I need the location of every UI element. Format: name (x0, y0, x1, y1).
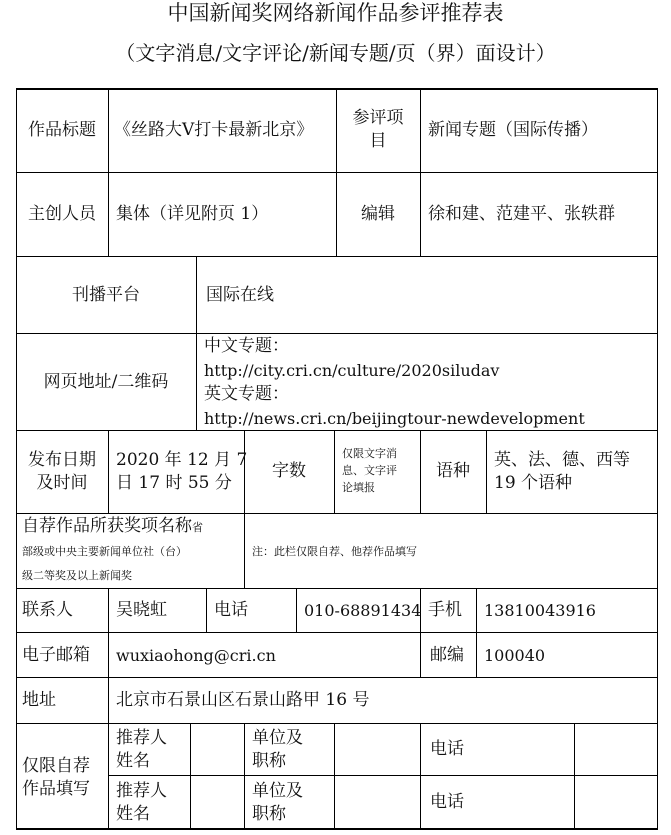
cn-url-label: 中文专题： (204, 336, 289, 356)
table-rule (476, 632, 477, 677)
table-rule (420, 723, 421, 830)
en-url: http://news.cri.cn/beijingtour-newdevelopment (204, 409, 585, 428)
contact-value: 吴晓虹 (116, 600, 167, 620)
table-rule (16, 172, 658, 173)
recommender-phone-label: 电话 (430, 792, 464, 812)
table-rule (16, 333, 658, 334)
email-label: 电子邮箱 (22, 645, 90, 665)
form-title: 中国新闻奖网络新闻作品参评推荐表 (167, 1, 504, 25)
creators-value: 集体（详见附页 1） (116, 204, 269, 224)
cn-url: http://city.cri.cn/culture/2020siludav (204, 361, 500, 380)
table-rule (108, 88, 109, 256)
table-rule (16, 430, 658, 431)
creators-label: 主创人员 (28, 204, 96, 224)
table-rule (108, 723, 109, 830)
phone-value: 010-68891434 (304, 601, 422, 620)
address-label: 地址 (22, 690, 56, 710)
phone-label: 电话 (214, 600, 248, 620)
postcode-label: 邮编 (430, 645, 464, 665)
table-rule (16, 677, 658, 678)
table-rule (108, 632, 109, 677)
table-rule (108, 430, 109, 513)
award-note: 注：此栏仅限自荐、他荐作品填写 (252, 545, 417, 558)
mobile-value: 13810043916 (484, 601, 596, 620)
editors-value: 徐和建、范建平、张轶群 (428, 204, 615, 224)
table-rule (244, 723, 245, 830)
table-rule (334, 723, 335, 830)
postcode-value: 100040 (484, 646, 546, 665)
publish-date: 2020 年 12 月 7 日 17 时 55 分 (116, 450, 248, 493)
unit-label: 单位及 职称 (252, 781, 303, 824)
address-value: 北京市石景山区石景山路甲 16 号 (116, 690, 370, 710)
table-rule (420, 88, 421, 256)
table-rule (334, 430, 335, 513)
category-label: 参评项 目 (352, 108, 404, 151)
table-rule (196, 256, 197, 430)
contact-label: 联系人 (22, 600, 73, 620)
table-rule (16, 828, 658, 830)
table-rule (108, 677, 109, 723)
table-rule (657, 88, 658, 830)
recommender-label: 推荐人 姓名 (116, 781, 167, 824)
table-rule (16, 632, 658, 633)
recommender-label: 推荐人 姓名 (116, 728, 167, 771)
table-rule (190, 723, 191, 830)
table-rule (244, 513, 245, 588)
self-rec-label: 仅限自荐 作品填写 (22, 756, 90, 799)
platform-label: 刊播平台 (72, 285, 140, 305)
table-rule (16, 588, 658, 589)
category-value: 新闻专题（国际传播） (428, 120, 598, 140)
table-rule (16, 513, 658, 514)
form-subtitle: （文字消息/文字评论/新闻专题/页（界）面设计） (115, 41, 556, 65)
table-rule (486, 430, 487, 513)
award-label: 自荐作品所获奖项名称省 (22, 516, 203, 536)
award-criteria-line-1: 部级或中央主要新闻单位社（台） (22, 545, 187, 558)
word-count-note: 仅限文字消 息、文字评 论填报 (342, 447, 397, 494)
en-url-label: 英文专题： (204, 384, 289, 404)
table-rule (420, 632, 421, 677)
table-rule (16, 256, 658, 257)
platform-value: 国际在线 (206, 285, 274, 305)
recommender-phone-label: 电话 (430, 739, 464, 759)
table-rule (206, 588, 207, 632)
editor-label: 编辑 (361, 204, 395, 224)
table-rule (16, 723, 658, 724)
table-rule (476, 588, 477, 632)
mobile-label: 手机 (428, 600, 462, 620)
url-label: 网页地址/二维码 (43, 372, 169, 392)
date-label: 发布日期 及时间 (28, 450, 96, 493)
work-title-value: 《丝路大V打卡最新北京》 (114, 120, 314, 140)
table-rule (108, 588, 109, 632)
unit-label: 单位及 职称 (252, 728, 303, 771)
table-rule (16, 88, 658, 90)
languages-value: 英、法、德、西等 19 个语种 (494, 450, 630, 493)
language-label: 语种 (436, 461, 470, 481)
word-count-label: 字数 (272, 461, 306, 481)
email-value: wuxiaohong@cri.cn (116, 646, 276, 665)
work-title-label: 作品标题 (28, 120, 96, 140)
table-rule (296, 588, 297, 632)
table-rule (574, 723, 575, 830)
award-criteria-line-2: 级二等奖及以上新闻奖 (22, 569, 132, 582)
